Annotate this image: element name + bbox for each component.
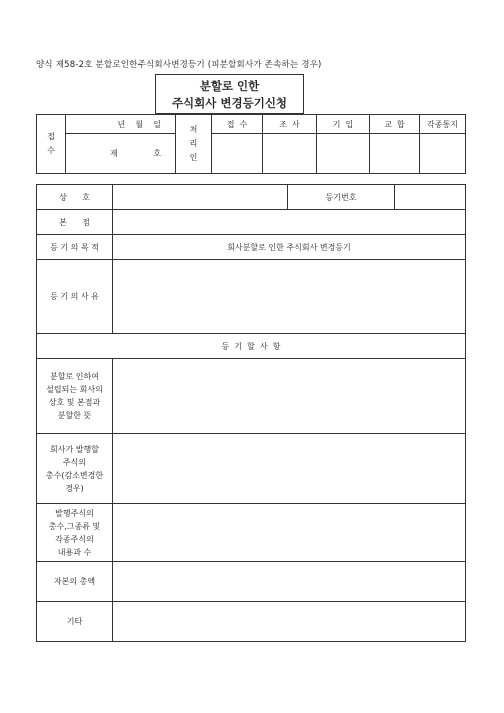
col-notices: 각종통지	[420, 115, 466, 134]
form-caption: 양식 제58-2호 분할로인한주식회사변경등기 (피분할회사가 존속하는 경우)	[36, 60, 322, 70]
capital-label: 자본의 총액	[37, 562, 113, 602]
receipt-number-cell[interactable]: 제 호	[66, 134, 176, 174]
other-label: 기타	[37, 602, 113, 642]
trade-name-field[interactable]	[113, 185, 288, 210]
title-line-2: 주식회사 변경등기신청	[171, 96, 288, 110]
receipt-stamp-cell[interactable]	[212, 134, 263, 174]
capital-field[interactable]	[113, 562, 466, 602]
col-verify: 교 합	[370, 115, 420, 134]
matters-header: 등 기 할 사 항	[37, 334, 466, 359]
purpose-value: 회사분할로 인한 주식회사 변경등기	[113, 235, 466, 260]
authorized-shares-label: 회사가 발행할 주식의 총수(감소변경한 경우)	[37, 434, 113, 504]
title-box	[155, 74, 304, 114]
title-line-1: 분할로 인한	[199, 79, 260, 93]
registration-no-field[interactable]	[395, 185, 466, 210]
reason-field[interactable]	[113, 260, 466, 334]
notices-stamp-cell[interactable]	[420, 134, 466, 174]
review-stamp-cell[interactable]	[263, 134, 317, 174]
split-company-label: 분할로 인하여 설립되는 회사의 상호 및 본점과 분할한 뜻	[37, 359, 113, 434]
receipt-date-cell[interactable]: 년 월 일	[66, 115, 176, 134]
reason-label: 등 기 의 사 유	[37, 260, 113, 334]
other-field[interactable]	[113, 602, 466, 642]
authorized-shares-field[interactable]	[113, 434, 466, 504]
application-table	[36, 184, 466, 642]
trade-name-label: 상 호	[37, 185, 113, 210]
entry-stamp-cell[interactable]	[317, 134, 370, 174]
verify-stamp-cell[interactable]	[370, 134, 420, 174]
head-office-field[interactable]	[113, 210, 466, 235]
col-review: 조 사	[263, 115, 317, 134]
split-company-field[interactable]	[113, 359, 466, 434]
issued-shares-label: 발행주식의 총수,그종류 및 각종주식의 내용과 수	[37, 504, 113, 562]
receipt-label: 접 수	[37, 115, 66, 174]
purpose-label: 등 기 의 목 적	[37, 235, 113, 260]
receipt-table	[36, 114, 466, 174]
processing-label: 처 리 인	[176, 115, 212, 174]
head-office-label: 본 점	[37, 210, 113, 235]
col-entry: 기 입	[317, 115, 370, 134]
issued-shares-field[interactable]	[113, 504, 466, 562]
col-receipt: 접 수	[212, 115, 263, 134]
registration-no-label: 등기번호	[288, 185, 395, 210]
